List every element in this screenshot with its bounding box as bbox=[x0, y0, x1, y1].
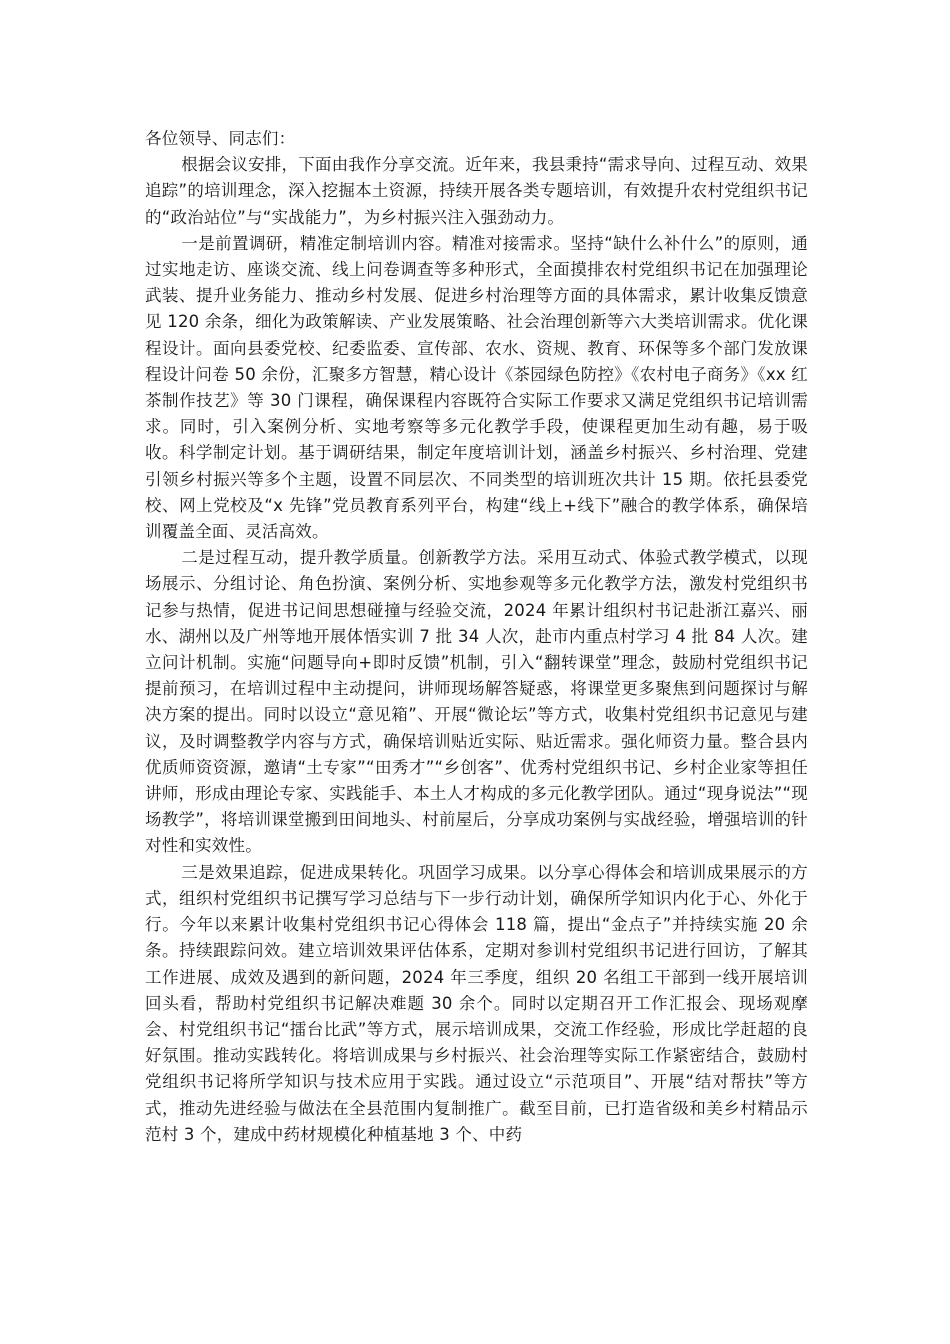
document-body bbox=[145, 126, 808, 1148]
paragraph-section-two: 二是过程互动，提升教学质量。创新教学方法。采用互动式、体验式教学模式，以现场展示、分组讨论、角色扮演、案例分析、实地参观等多元化教学方法，激发村党组织书记参与热情，促进书记间思想碰撞与经验交流，2024 年累计组织村书记赴浙江嘉兴、丽水、湖州以及广州等地开展体悟实训 7 批 34 人次，赴市内重点村学习 4 批 84 人次。建立问计机制。实施“问题导向+即时反馈”机制，引入“翻转课堂”理念，鼓励村党组织书记提前预习，在培训过程中主动提问，讲师现场解答疑惑，将课堂更多聚焦到问题探讨与解决方案的提出。同时以设立“意见箱”、开展“微论坛”等方式，收集村党组织书记意见与建议，及时调整教学内容与方式，确保培训贴近实际、贴近需求。强化师资力量。整合县内优质师资资源，邀请“土专家”“田秀才”“乡创客”、优秀村党组织书记、乡村企业家等担任讲师，形成由理论专家、实践能手、本土人才构成的多元化教学团队。通过“现身说法”“现场教学”，将培训课堂搬到田间地头、村前屋后，分享成功案例与实战经验，增强培训的针对性和实效性。 bbox=[145, 548, 808, 856]
salutation: 各位领导、同志们： bbox=[145, 129, 296, 148]
paragraph-intro: 根据会议安排，下面由我作分享交流。近年来，我县秉持“需求导向、过程互动、效果追踪”的培训理念，深入挖掘本土资源，持续开展各类专题培训，有效提升农村党组织书记的“政治站位”与“实战能力”，为乡村振兴注入强劲动力。 bbox=[145, 155, 808, 227]
paragraph-section-three: 三是效果追踪，促进成果转化。巩固学习成果。以分享心得体会和培训成果展示的方式，组织村党组织书记撰写学习总结与下一步行动计划，确保所学知识内化于心、外化于行。今年以来累计收集村党组织书记心得体会 118 篇，提出“金点子”并持续实施 20 余条。持续跟踪问效。建立培训效果评估体系，定期对参训村党组织书记进行回访，了解其工作进展、成效及遇到的新问题，2024 年三季度，组织 20 名组工干部到一线开展培训回头看，帮助村党组织书记解决难题 30 余个。同时以定期召开工作汇报会、现场观摩会、村党组织书记“擂台比武”等方式，展示培训成果，交流工作经验，形成比学赶超的良好氛围。推动实践转化。将培训成果与乡村振兴、社会治理等实际工作紧密结合，鼓励村党组织书记将所学知识与技术应用于实践。通过设立“示范项目”、开展“结对帮扶”等方式，推动先进经验与做法在全县范围内复制推广。截至目前，已打造省级和美乡村精品示范村 3 个，建成中药材规模化种植基地 3 个、中药 bbox=[145, 862, 808, 1144]
paragraph-section-one: 一是前置调研，精准定制培训内容。精准对接需求。坚持“缺什么补什么”的原则，通过实地走访、座谈交流、线上问卷调查等多种形式，全面摸排农村党组织书记在加强理论武装、提升业务能力、推动乡村发展、促进乡村治理等方面的具体需求，累计收集反馈意见 120 余条，细化为政策解读、产业发展策略、社会治理创新等六大类培训需求。优化课程设计。面向县委党校、纪委监委、宣传部、农水、资规、教育、环保等多个部门发放课程设计问卷 50 余份，汇聚多方智慧，精心设计《茶园绿色防控》《农村电子商务》《xx 红茶制作技艺》等 30 门课程，确保课程内容既符合实际工作要求又满足党组织书记培训需求。同时，引入案例分析、实地考察等多元化教学手段，使课程更加生动有趣，易于吸收。科学制定计划。基于调研结果，制定年度培训计划，涵盖乡村振兴、乡村治理、党建引领乡村振兴等多个主题，设置不同层次、不同类型的培训班次共计 15 期。依托县委党校、网上党校及“x 先锋”党员教育系列平台，构建“线上+线下”融合的教学体系，确保培训覆盖全面、灵活高效。 bbox=[145, 233, 808, 542]
